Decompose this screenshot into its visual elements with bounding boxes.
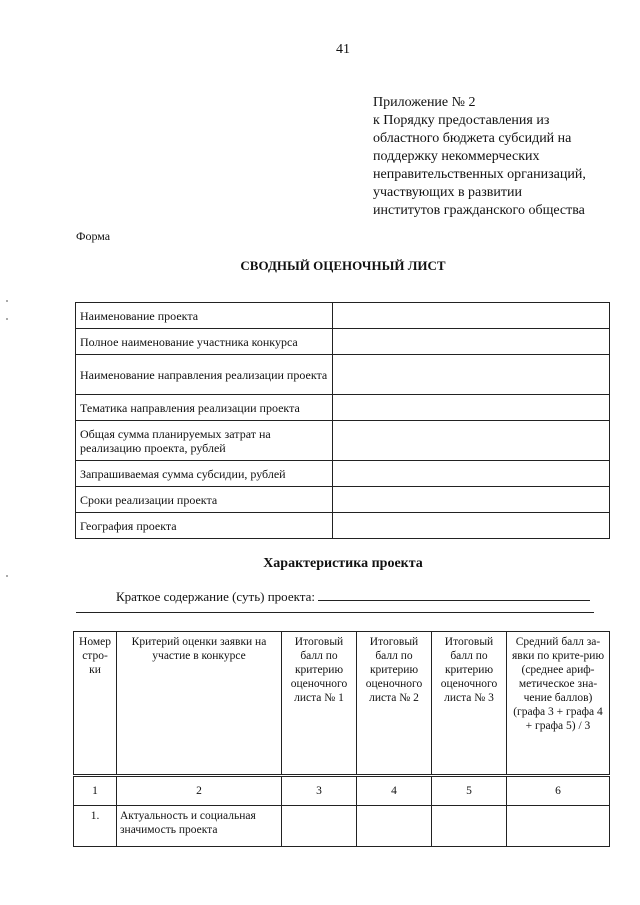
- criteria-table: [73, 631, 610, 847]
- column-header: Итоговый балл по критерию оценочного листа № 2: [357, 632, 432, 776]
- column-number: 2: [117, 776, 282, 806]
- appendix-line: областного бюджета субсидий на: [373, 131, 572, 146]
- appendix-line: к Порядку предоставления из: [373, 113, 550, 128]
- row-label: География проекта: [76, 513, 333, 539]
- column-number: 4: [357, 776, 432, 806]
- criterion-name: Актуальность и социальная значимость проекта: [117, 806, 282, 847]
- row-label: Полное наименование участника конкурса: [76, 329, 333, 355]
- appendix-heading: [373, 94, 623, 220]
- table-row: [74, 806, 610, 847]
- row-label: Запрашиваемая сумма субсидии, рублей: [76, 461, 333, 487]
- appendix-line: Приложение № 2: [373, 95, 476, 110]
- appendix-line: участвующих в развитии: [373, 185, 523, 200]
- column-number: 3: [282, 776, 357, 806]
- appendix-line: поддержку некоммерческих: [373, 149, 540, 164]
- row-label: Общая сумма планируемых затрат на реализацию проекта, рублей: [76, 421, 333, 461]
- column-number-row: [74, 776, 610, 806]
- appendix-line: неправительственных организаций,: [373, 167, 586, 182]
- row-number: 1.: [74, 806, 117, 847]
- summary-blank-line: [318, 590, 590, 601]
- column-number: 1: [74, 776, 117, 806]
- column-number: 6: [507, 776, 610, 806]
- page-number: 41: [336, 42, 350, 57]
- row-value: [333, 395, 610, 421]
- row-value: [333, 461, 610, 487]
- row-value: [333, 329, 610, 355]
- form-label: Форма: [76, 229, 111, 243]
- table-row: [76, 487, 610, 513]
- column-header: Итоговый балл по критерию оценочного листа № 3: [432, 632, 507, 776]
- row-label: Наименование направления реализации проекта: [76, 355, 333, 395]
- row-value: [333, 487, 610, 513]
- scan-dot: [6, 300, 8, 302]
- characteristic-title: Характеристика проекта: [263, 556, 423, 571]
- row-label: Сроки реализации проекта: [76, 487, 333, 513]
- table-row: [76, 395, 610, 421]
- row-label: Наименование проекта: [76, 303, 333, 329]
- column-header: Итоговый балл по критерию оценочного листа № 1: [282, 632, 357, 776]
- row-label: Тематика направления реализации проекта: [76, 395, 333, 421]
- row-value: [333, 513, 610, 539]
- table-row: [76, 355, 610, 395]
- column-header: Критерий оценки заявки на участие в конкурсе: [117, 632, 282, 776]
- table-header-row: [74, 632, 610, 776]
- score-cell: [432, 806, 507, 847]
- scan-dot: [6, 318, 8, 320]
- average-score-cell: [507, 806, 610, 847]
- scan-dot: [6, 575, 8, 577]
- summary-field: [116, 589, 590, 605]
- appendix-line: институтов гражданского общества: [373, 203, 585, 218]
- row-value: [333, 421, 610, 461]
- table-row: [76, 303, 610, 329]
- table-row: [76, 461, 610, 487]
- row-value: [333, 303, 610, 329]
- column-header: Средний балл за-явки по крите-рию (среднее ариф-метическое зна-чение баллов) (графа 3 + графа 4 + графа 5) / 3: [507, 632, 610, 776]
- project-info-table: [75, 302, 610, 539]
- column-number: 5: [432, 776, 507, 806]
- table-row: [76, 513, 610, 539]
- column-header: Номер стро-ки: [74, 632, 117, 776]
- table-row: [76, 329, 610, 355]
- score-cell: [282, 806, 357, 847]
- row-value: [333, 355, 610, 395]
- table-row: [76, 421, 610, 461]
- summary-label: Краткое содержание (суть) проекта:: [116, 589, 315, 604]
- sheet-title: СВОДНЫЙ ОЦЕНОЧНЫЙ ЛИСТ: [240, 258, 446, 273]
- score-cell: [357, 806, 432, 847]
- summary-second-line: [76, 612, 594, 613]
